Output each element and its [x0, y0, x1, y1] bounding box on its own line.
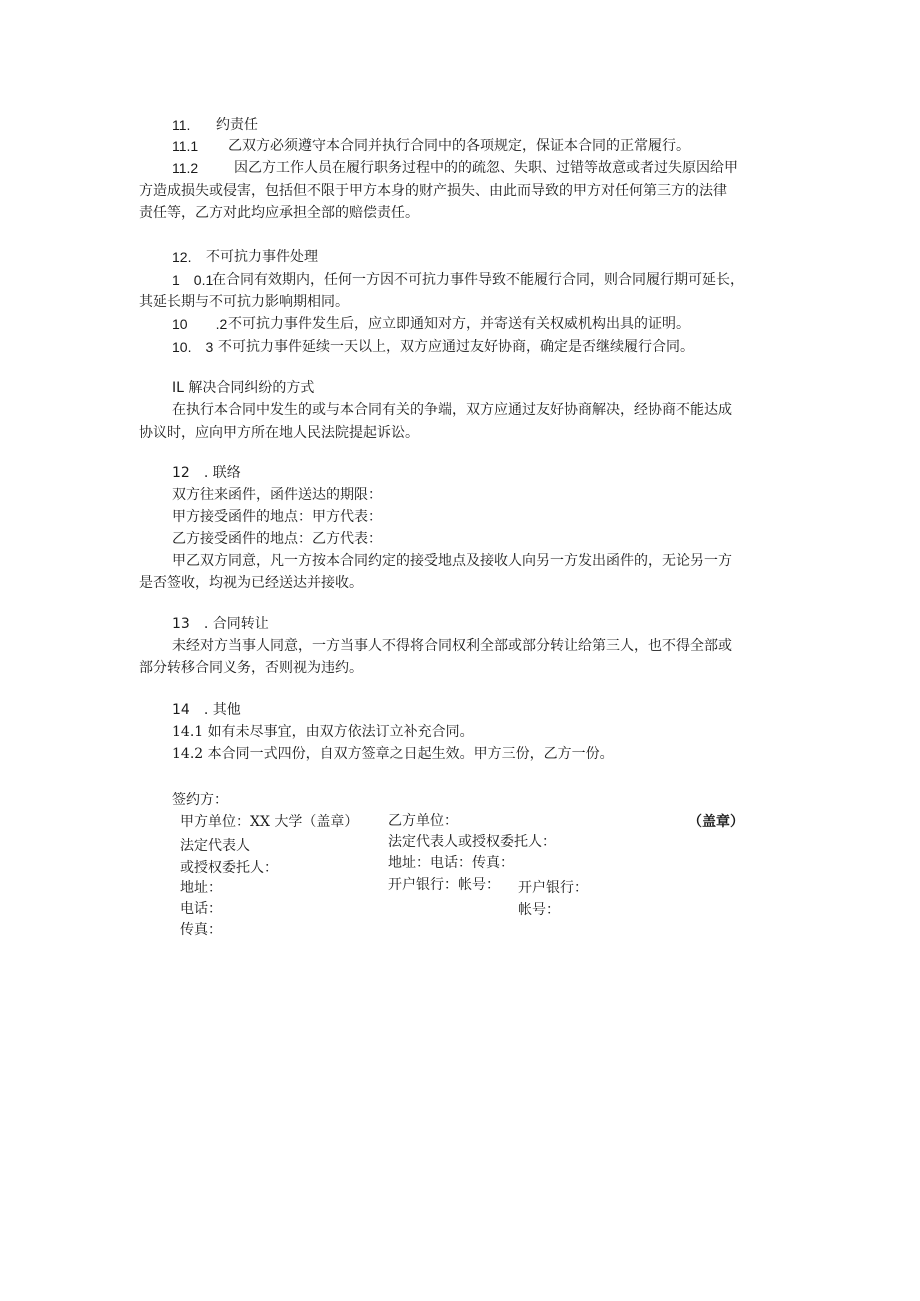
party-a-fax: 传真：	[180, 922, 222, 938]
section-11-number: 11.	[172, 117, 191, 133]
clause-11-2-line-3: 责任等，乙方对此均应承担全部的赔偿责任。	[139, 205, 419, 221]
liaison-line-2: 甲方接受函件的地点：甲方代表：	[172, 509, 382, 525]
signatories-label: 签约方：	[172, 792, 228, 808]
section-dispute-title: IL 解决合同纠纷的方式	[172, 380, 315, 396]
party-b-legal-rep: 法定代表人或授权委托人：	[388, 834, 556, 850]
section-12-title: 不可抗力事件处理	[206, 249, 318, 265]
party-b-account: 帐号：	[518, 902, 560, 918]
liaison-line-1: 双方往来函件，函件送达的期限：	[172, 487, 382, 503]
clause-10-3-text: 不可抗力事件延续一天以上，双方应通过友好协商，确定是否继续履行合同。	[218, 339, 694, 355]
section-other-title: 14 . 其他	[172, 702, 241, 718]
party-b-address-phone-fax: 地址：电话：传真：	[388, 855, 514, 871]
party-b-bank-account: 开户银行：帐号：	[388, 877, 500, 893]
transfer-line-1: 未经对方当事人同意，一方当事人不得将合同权利全部或部分转让给第三人，也不得全部或	[172, 638, 732, 654]
party-a-agent: 或授权委托人：	[180, 860, 278, 876]
dispute-line-1: 在执行本合同中发生的或与本合同有关的争端，双方应通过友好协商解决，经协商不能达成	[172, 402, 732, 418]
party-a-phone: 电话：	[180, 901, 222, 917]
dispute-line-2: 协议时，应向甲方所在地人民法院提起诉讼。	[139, 425, 419, 441]
clause-10-2-text: 不可抗力事件发生后，应立即通知对方，并寄送有关权威机构出具的证明。	[228, 316, 690, 332]
party-b-seal: （盖章）	[688, 814, 744, 830]
clause-11-2-line-1: 因乙方工作人员在履行职务过程中的的疏忽、失职、过错等故意或者过失原因给甲	[234, 160, 738, 176]
transfer-line-2: 部分转移合同义务，否则视为违约。	[139, 660, 363, 676]
clause-10-2-number: 10 .2	[172, 316, 228, 332]
clause-10-1-number: 1 0.1	[172, 272, 214, 288]
clause-10-1-line-2: 其延长期与不可抗力影响期相同。	[139, 294, 349, 310]
clause-10-3-number: 10. 3	[172, 339, 214, 355]
party-b-unit: 乙方单位：	[388, 813, 458, 829]
liaison-line-4: 甲乙双方同意，凡一方按本合同约定的接受地点及接收人向另一方发出函件的，无论另一方	[172, 553, 732, 569]
other-line-1: 14.1 如有未尽事宜，由双方依法订立补充合同。	[172, 724, 474, 740]
section-12-number: 12.	[172, 249, 192, 265]
clause-10-1-line-1: 在合同有效期内，任何一方因不可抗力事件导致不能履行合同，则合同履行期可延长，	[212, 272, 744, 288]
party-a-address: 地址：	[180, 880, 222, 896]
party-a-unit: 甲方单位：XX 大学（盖章）	[180, 814, 359, 830]
clause-11-2-line-2: 方造成损失或侵害，包括但不限于甲方本身的财产损失、由此而导致的甲方对任何第三方的法律	[139, 183, 727, 199]
section-liaison-title: 12 . 联络	[172, 465, 241, 481]
other-line-2: 14.2 本合同一式四份，自双方签章之日起生效。甲方三份，乙方一份。	[172, 746, 614, 762]
party-a-legal-rep: 法定代表人	[180, 838, 250, 854]
section-transfer-title: 13 . 合同转让	[172, 616, 269, 632]
liaison-line-5: 是否签收，均视为已经送达并接收。	[139, 575, 363, 591]
section-11-title: 约责任	[216, 117, 258, 133]
liaison-line-3: 乙方接受函件的地点：乙方代表：	[172, 531, 382, 547]
clause-11-2-number: 11.2	[172, 160, 199, 176]
party-b-bank: 开户银行：	[518, 880, 588, 896]
clause-11-1-text: 乙双方必须遵守本合同并执行合同中的各项规定，保证本合同的正常履行。	[228, 138, 690, 154]
clause-11-1-number: 11.1	[172, 138, 199, 154]
